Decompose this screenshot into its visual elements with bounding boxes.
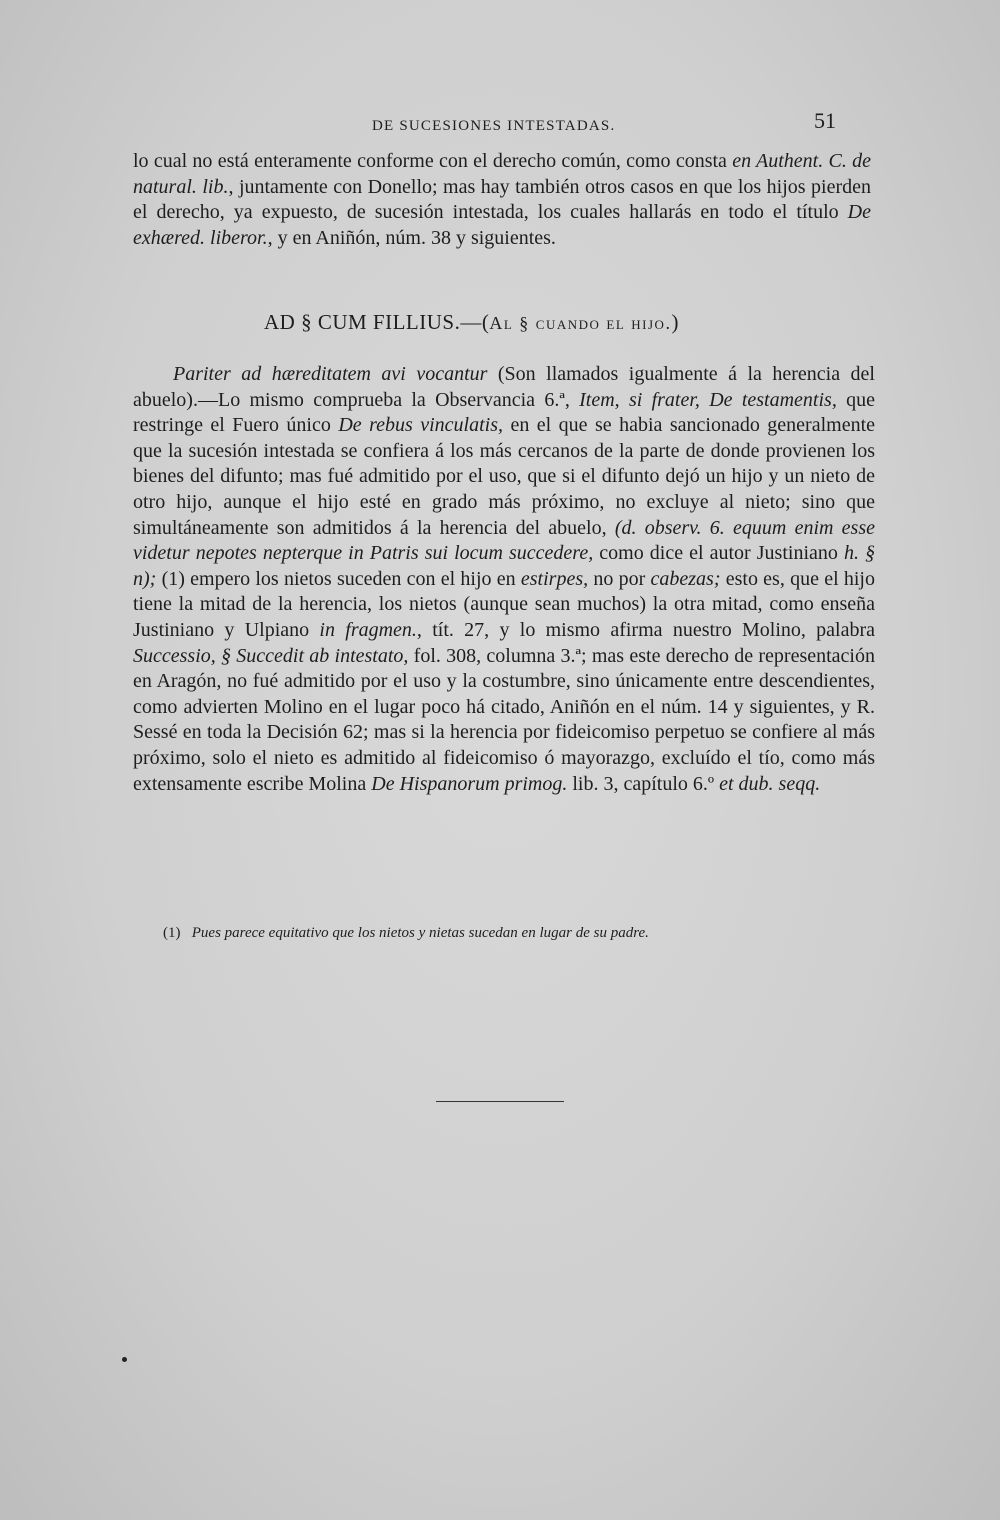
text-run: , juntamente con Donello; mas hay también otros casos en que los hijos pierden el derecho, ya expuesto, de sucesión intestada, los cuales hallarás en todo el título	[133, 175, 871, 224]
paragraph-intro	[133, 149, 871, 251]
italic-citation: Successio, § Succedit ab intestato,	[133, 644, 409, 667]
text-run: empero los nietos suceden con el hijo en	[184, 567, 521, 590]
text-run: no por	[588, 567, 651, 590]
text-run: , y en Aniñón, núm. 38 y siguientes.	[267, 226, 556, 249]
end-rule	[436, 1101, 564, 1102]
italic-term: estirpes,	[520, 567, 589, 590]
text-run: que restringe el Fuero único	[133, 388, 875, 437]
heading-close: )	[671, 310, 679, 334]
italic-citation: De exhæred. liberor.	[133, 201, 871, 249]
ink-speck	[122, 1357, 127, 1362]
footnote-text: Pues parece equitativo que los nietos y nietas sucedan en lugar de su padre.	[191, 925, 649, 941]
page-number: 51	[814, 108, 836, 133]
italic-term: cabezas;	[650, 567, 721, 590]
text-run: como dice el autor Justiniano	[593, 542, 844, 565]
italic-citation: en Authent. C. de natural. lib.	[133, 150, 871, 198]
italic-citation: Pariter ad hæreditatem avi vocantur	[173, 363, 488, 385]
text-run: esto es, que el hijo tiene la mitad de la herencia, los nietos (aunque sean muchos) la otra mitad, como enseña Justiniano y Ulpiano	[133, 567, 875, 641]
heading-main: AD § CUM FILLIUS.—(	[264, 310, 490, 334]
text-run: lib. 3, capítulo 6.º	[567, 772, 720, 795]
text-run: tít. 27, y lo mismo afirma nuestro Molino, palabra	[421, 618, 876, 641]
footnote	[163, 925, 649, 942]
text-run: lo cual no está enteramente conforme con el derecho común, como consta	[133, 150, 733, 172]
italic-citation: Item, si frater, De testamentis,	[579, 388, 837, 411]
text-run: (Son llamados igualmente á la herencia del abuelo).—Lo mismo comprueba la Observancia 6.ª,	[133, 363, 875, 411]
footnote-reference: (1)	[161, 567, 185, 590]
text-run: fol. 308, columna 3.ª; mas este derecho de representación en Aragón, no fué admitido por el uso y la costumbre, sino únicamente entre descendientes, como advierten Molino en el lugar poco há citado, Aniñón en el núm. 14 y siguientes, y R. Sessé en toda la Decisión 62; mas si la herencia por fideicomiso perpetuo se confiere al más próximo, solo el nieto es admitido al fideicomiso ó mayorazgo, excluído el tío, como más extensamente escribe Molina	[133, 644, 875, 795]
italic-citation: in fragmen.,	[319, 618, 422, 641]
footnote-marker: (1)	[163, 925, 181, 941]
text-run: en el que se habia sancionado generalmente que la sucesión intestada se confiera á los más cercanos de la parte de donde provienen los bienes del difunto; mas fué admitido por el uso, que si el difunto dejó un hijo y un nieto de otro hijo, aunque el hijo esté en grado más próximo, no excluye al nieto; sino que simultáneamente son admitidos á la herencia del abuelo,	[133, 414, 875, 539]
heading-translation: Al § cuando el hijo.	[489, 313, 672, 333]
italic-citation: h. § n);	[133, 542, 876, 590]
italic-citation: De Hispanorum primog.	[371, 772, 568, 795]
italic-citation: (d. observ. 6. equum enim esse videtur nepotes nepterque in Patris sui locum succedere,	[133, 516, 876, 565]
paragraph-body	[133, 362, 875, 797]
running-head: DE SUCESIONES INTESTADAS.	[372, 118, 616, 134]
section-heading	[264, 310, 679, 335]
italic-citation: et dub. seqq.	[719, 772, 821, 795]
italic-citation: De rebus vinculatis,	[338, 414, 503, 437]
